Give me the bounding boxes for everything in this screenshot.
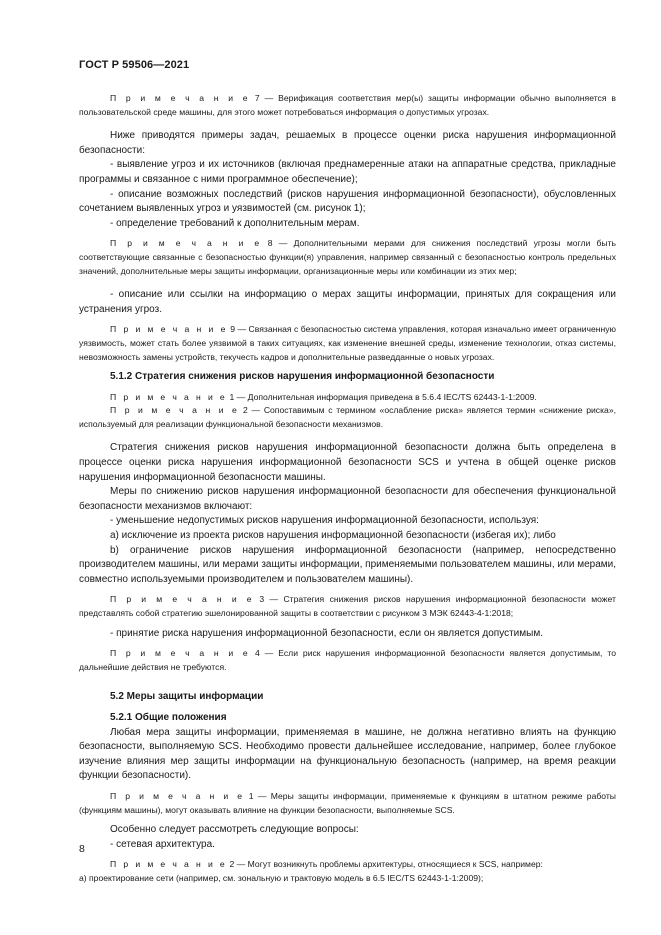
note-label: П р и м е ч а н и е — [110, 391, 228, 402]
note-text: 2 — Могут возникнуть проблемы архитектуры, относящиеся к SCS, например: — [227, 859, 543, 870]
note-text: 1 — Дополнительная информация приведена в 5.6.4 IEC/TS 62443-1-1:2009. — [227, 391, 537, 402]
note-label: П р и м е ч а н и е — [110, 594, 254, 605]
paragraph: Ниже приводятся примеры задач, решаемых в процессе оценки риска нарушения информационной безопасности: — [79, 130, 616, 156]
note-label: П р и м е ч а н и е — [110, 405, 240, 416]
document-body — [79, 92, 616, 886]
list-item: - сетевая архитектура. — [110, 838, 215, 850]
list-item: a) исключение из проекта рисков нарушения информационной безопасности (избегая их); либо — [110, 530, 556, 542]
list-item: - принятие риска нарушения информационной безопасности, если он является допустимым. — [110, 627, 543, 639]
paragraph: Особенно следует рассмотреть следующие вопросы: — [110, 824, 359, 836]
list-item: - описание возможных последствий (рисков нарушения информационной безопасности), обусловленных сочетанием выявленных угроз и уязвимостей (см. рисунок 1); — [79, 188, 616, 215]
note-text: 9 — Связанная с безопасностью система управления, которая изначально имеет ограниченную уязвимость, может стать более уязвимой в таких ситуациях, как изменение внешней среды, изменение технологии, отказ системы, невозможность замены устройств, текучесть кадров и дополнительные разведданные о новых угрозах. — [79, 324, 616, 362]
list-item: - описание или ссылки на информацию о мерах защиты информации, принятых для сокращения или устранения угроз. — [79, 289, 616, 315]
note-text: 2 — Сопоставимым с термином «ослабление риска» является термин «снижение риска», используемый для реализации функциональной безопасности механизмов. — [79, 405, 616, 429]
paragraph: Любая мера защиты информации, применяемая в машине, не должна негативно влиять на функцию безопасности, выполняемую SCS. Необходимо провести дальнейшее исследование, например, более глубокое изучение влияния мер защиты информации на функциональную безопасность (например, на время реакции функции безопасности). — [79, 726, 616, 782]
list-item: b) ограничение рисков нарушения информационной безопасности (например, непосредственно производителем машины, или мерами защиты информации, применяемыми пользователем машины, или мерами, совместно используемыми производителем и пользователем машины). — [79, 544, 616, 585]
note-label: П р и м е ч а н и е — [110, 790, 245, 801]
note-label: П р и м е ч а н и е — [110, 238, 262, 249]
section-heading-5-2: 5.2 Меры защиты информации — [110, 691, 264, 703]
standard-header: ГОСТ Р 59506—2021 — [79, 59, 190, 71]
section-heading-5-2-1: 5.2.1 Общие положения — [110, 711, 227, 723]
note-label: П р и м е ч а н и е — [110, 324, 228, 335]
note-label: П р и м е ч а н и е — [110, 859, 228, 870]
list-item: - выявление угроз и их источников (включая преднамеренные атаки на аппаратные средства, прикладные программы и связанное с ними программное обеспечение); — [79, 159, 616, 185]
section-heading-5-1-2: 5.1.2 Стратегия снижения рисков нарушения информационной безопасности — [110, 371, 495, 383]
note-4 — [79, 647, 616, 674]
note-text: 8 — Дополнительными мерами для снижения последствий угрозы могли быть соответствующие связанные с безопасностью функции(я) управления, например связанный с безопасностью контроль предельных значений, дополнительные меры защиты информации, организационные меры или комбинации из этих мер; — [79, 238, 616, 276]
page-number: 8 — [79, 843, 85, 855]
note-label: П р и м е ч а н и е — [110, 93, 250, 103]
note-1 — [79, 391, 616, 405]
note-2 — [79, 858, 616, 872]
note-8 — [79, 237, 616, 278]
note-text: 7 — Верификация соответствия мер(ы) защиты информации обычно выполняется в пользовательской среде машины, для этого может потребоваться информация о допустимых угрозах. — [79, 93, 616, 117]
note-1 — [79, 790, 616, 817]
note-9 — [79, 323, 616, 364]
list-item: - уменьшение недопустимых рисков нарушения информационной безопасности, используя: — [110, 515, 539, 527]
note-3 — [79, 593, 616, 620]
note-text: 1 — Меры защиты информации, применяемые к функциям в штатном режиме работы (функциям машины), могут оказывать влияние на функции безопасности, выполняемые SCS. — [79, 790, 616, 815]
note-label: П р и м е ч а н и е — [110, 648, 251, 659]
note-text: 4 — Если риск нарушения информационной безопасности является допустимым, то дальнейшие действия не требуются. — [79, 648, 616, 672]
note-text: 3 — Стратегия снижения рисков нарушения информационной безопасности может представлять собой стратегию эшелонированной защиты в соответствии с рисунком 3 МЭК 62443-4-1:2018; — [79, 594, 616, 618]
note-list-item: а) проектирование сети (например, см. зональную и трактовую модель в 6.5 IEC/TS 62443-1-1:2009); — [79, 872, 484, 883]
paragraph: Меры по снижению рисков нарушения информационной безопасности для обеспечения функциональной безопасности механизмов включают: — [79, 486, 616, 512]
note-7 — [79, 92, 616, 119]
paragraph: Стратегия снижения рисков нарушения информационной безопасности должна быть определена в процессе оценки риска нарушения информационной безопасности SCS и учтена в общей оценке рисков нарушения информационной безопасности машины. — [79, 442, 616, 483]
list-item: - определение требований к дополнительным мерам. — [110, 217, 360, 229]
note-2 — [79, 404, 616, 431]
